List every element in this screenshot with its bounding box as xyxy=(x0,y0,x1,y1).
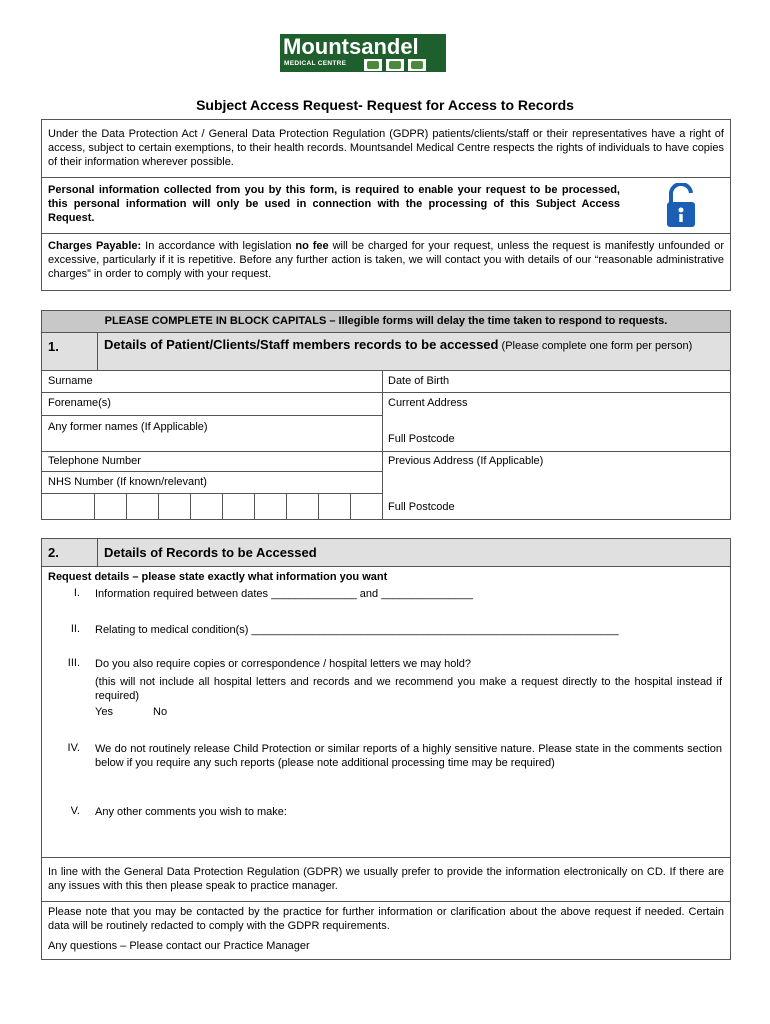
intro-box xyxy=(41,119,731,291)
section-2-records xyxy=(41,538,731,960)
item-number: III. xyxy=(67,657,80,669)
section-number: 2. xyxy=(48,545,59,560)
block-capitals-banner: PLEASE COMPLETE IN BLOCK CAPITALS – Illegible forms will delay the time taken to respond to requests. xyxy=(42,311,730,333)
item-number: IV. xyxy=(67,742,80,754)
copies-note: (this will not include all hospital letters and records and we recommend you make a request directly to the hospital instead if required) xyxy=(95,676,722,702)
gdpr-note: In line with the General Data Protection Regulation (GDPR) we usually prefer to provide the information electronically on CD. If there are any issues with this then please speak to practice manager. xyxy=(48,866,724,892)
surname-field[interactable]: Surname xyxy=(48,375,93,387)
logo-subtitle: MEDICAL CENTRE xyxy=(284,60,347,67)
postcode-field[interactable]: Full Postcode xyxy=(388,433,455,445)
yes-option[interactable]: Yes xyxy=(95,706,113,718)
former-names-field[interactable]: Any former names (If Applicable) xyxy=(48,421,208,433)
logo-tile-icon xyxy=(364,59,382,71)
logo-tile-icon xyxy=(408,59,426,71)
dates-item[interactable]: Information required between dates ______________ and _______________ xyxy=(95,588,473,600)
questions-note: Any questions – Please contact our Practice Manager xyxy=(48,940,310,952)
intro-paragraph: Under the Data Protection Act / General Data Protection Regulation (GDPR) patients/clients/staff or their representatives have a right of access, subject to certain exemptions, to their health records. Mountsandel Medical Centre respects the rights of individuals to have copies of their information wherever possible. xyxy=(48,128,724,168)
section-number: 1. xyxy=(48,339,59,354)
practice-logo xyxy=(280,34,446,72)
nhs-number-field[interactable]: NHS Number (If known/relevant) xyxy=(48,476,207,488)
request-details-label: Request details – please state exactly what information you want xyxy=(48,571,388,583)
item-number: II. xyxy=(70,623,80,635)
section-2-header xyxy=(42,539,730,567)
previous-postcode-field[interactable]: Full Postcode xyxy=(388,501,455,513)
child-protection-item: We do not routinely release Child Protection or similar reports of a highly sensitive nature. Please state in the comments section below if you require any such reports (please note additional processing time may be required) xyxy=(95,743,722,769)
item-number: V. xyxy=(70,805,80,817)
previous-address-field[interactable]: Previous Address (If Applicable) xyxy=(388,455,544,467)
comments-item[interactable]: Any other comments you wish to make: xyxy=(95,806,287,818)
item-number: I. xyxy=(73,587,80,599)
section-1-heading: Details of Patient/Clients/Staff members records to be accessed (Please complete one form per person) xyxy=(104,337,693,352)
logo-tile-icon xyxy=(386,59,404,71)
copies-item: Do you also require copies or correspondence / hospital letters we may hold? xyxy=(95,658,472,670)
logo-name: Mountsandel xyxy=(283,34,419,59)
padlock-icon xyxy=(664,183,698,229)
condition-item[interactable]: Relating to medical condition(s) ____________________________________________________________ xyxy=(95,624,619,636)
section-1-patient-details xyxy=(41,310,731,520)
dob-field[interactable]: Date of Birth xyxy=(388,375,450,387)
telephone-field[interactable]: Telephone Number xyxy=(48,455,141,467)
section-2-heading: Details of Records to be Accessed xyxy=(104,545,317,560)
personal-info-notice: Personal information collected from you by this form, is required to enable your request to be processed, this personal information will only be used in connection with the processing of this Subject Access Request. xyxy=(48,184,620,224)
forename-field[interactable]: Forename(s) xyxy=(48,397,111,409)
section-1-header xyxy=(42,333,730,371)
current-address-field[interactable]: Current Address xyxy=(388,397,468,409)
page-title: Subject Access Request- Request for Access to Records xyxy=(196,97,574,113)
contact-note: Please note that you may be contacted by the practice for further information or clarification about the above request if needed. Certain data will be routinely redacted to comply with the GDPR requirements. xyxy=(48,906,724,932)
no-option[interactable]: No xyxy=(153,706,168,718)
charges-paragraph: Charges Payable: In accordance with legislation no fee will be charged for your request, unless the request is manifestly unfounded or excessive, particularly if it is repetitive. Before any further action is taken, we will contact you with details of our “reasonable administrative charges” in order to comply with your request. xyxy=(48,240,724,280)
